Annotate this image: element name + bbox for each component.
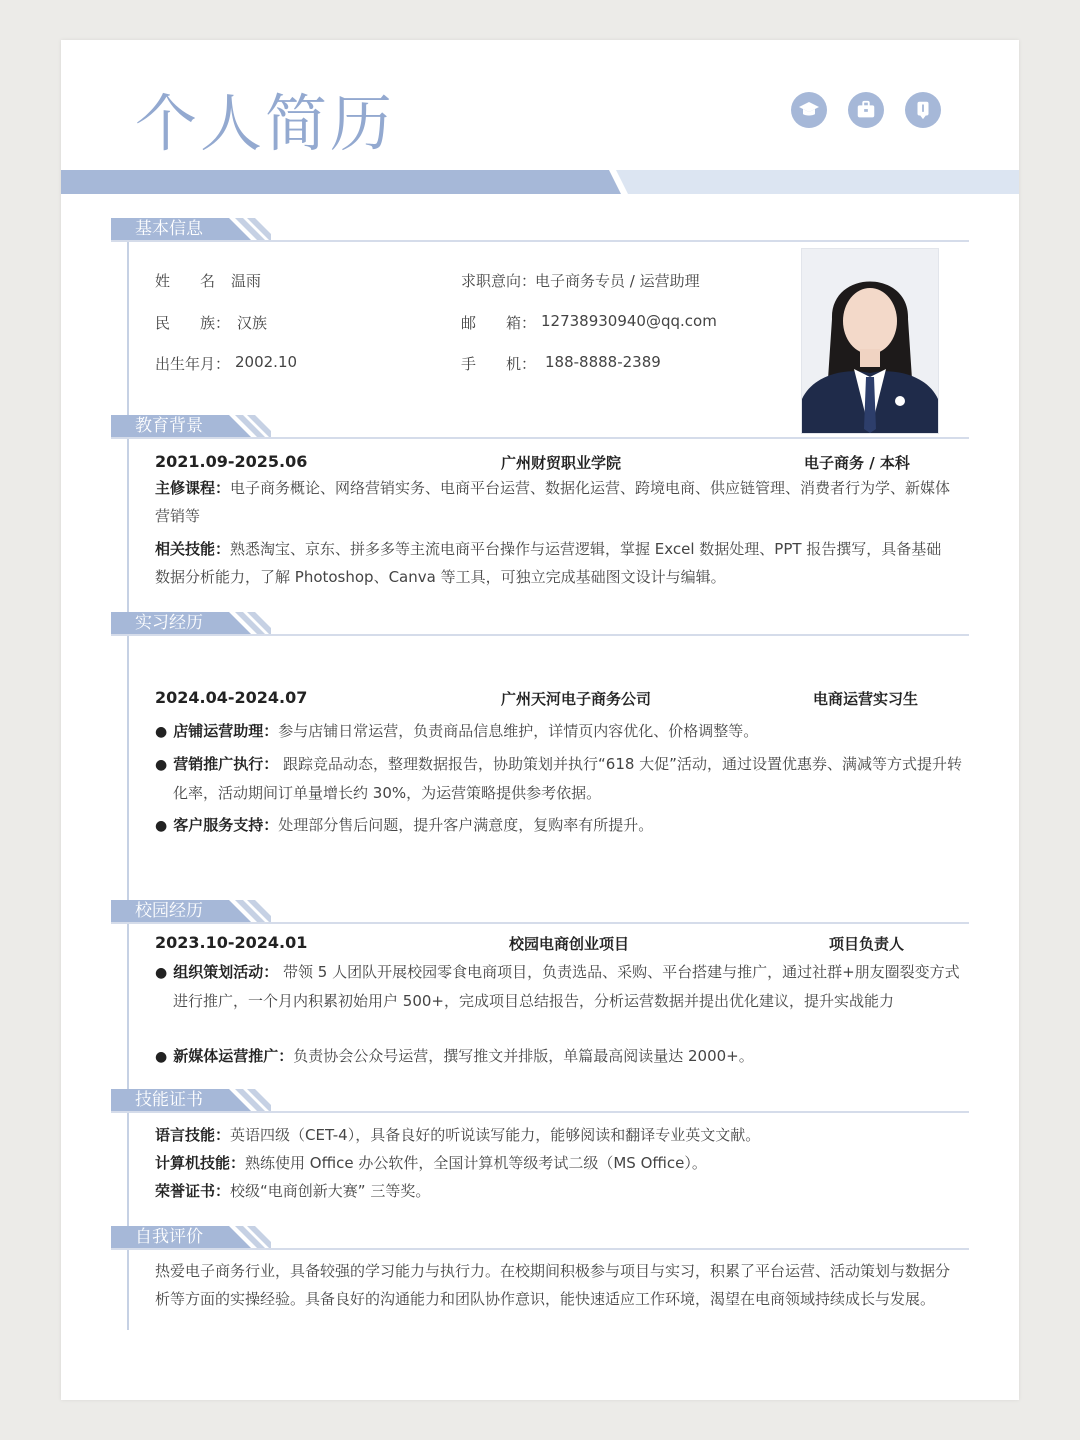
education-major: 电子商务 / 本科	[804, 454, 910, 472]
section-rule	[111, 922, 969, 924]
timeline-line	[127, 220, 129, 1330]
courses-label: 主修课程：	[155, 479, 231, 497]
header-band	[61, 170, 1019, 194]
education-period: 2021.09-2025.06	[155, 452, 308, 471]
profile-photo	[801, 248, 939, 434]
campus-role: 项目负责人	[829, 935, 905, 953]
computer-label: 计算机技能：	[155, 1154, 246, 1172]
internship-item: ● 店铺运营助理：参与店铺日常运营，负责商品信息维护，详情页内容优化、价格调整等。	[155, 722, 759, 740]
honor-text: 校级“电商创新大赛” 三等奖。	[230, 1182, 431, 1200]
name-label: 姓 名	[155, 272, 216, 290]
name-value: 温雨	[231, 272, 262, 290]
section-title-internship: 实习经历	[135, 613, 203, 633]
section-rule	[111, 240, 969, 242]
section-title-basic: 基本信息	[135, 219, 203, 239]
birth-label: 出生年月：	[155, 355, 231, 373]
skills-label: 相关技能：	[155, 540, 231, 558]
briefcase-icon	[848, 92, 884, 128]
phone-value: 188-8888-2389	[545, 353, 661, 371]
skill-computer	[155, 1149, 955, 1177]
campus-item-text: 负责协会公众号运营，撰写推文并排版，单篇最高阅读量达 2000+。	[293, 1047, 754, 1065]
internship-item-text: 处理部分售后问题，提升客户满意度，复购率有所提升。	[278, 816, 654, 834]
internship-item-text: 跟踪竞品动态，整理数据报告，协助策划并执行“618 大促”活动，通过设置优惠券、满减等方式提升转化率，活动期间订单量增长约 30%，为运营策略提供参考依据。	[173, 755, 962, 802]
language-label: 语言技能：	[155, 1126, 231, 1144]
skills-text: 熟悉淘宝、京东、拼多多等主流电商平台操作与运营逻辑，掌握 Excel 数据处理、PPT 报告撰写，具备基础数据分析能力，了解 Photoshop、Canva 等工具，可独立完成基础图文设计与编辑。	[155, 540, 942, 586]
birth-value: 2002.10	[235, 353, 298, 371]
section-title-campus: 校园经历	[135, 901, 203, 921]
resume-page	[61, 40, 1019, 1400]
skill-honor	[155, 1177, 955, 1205]
ethnicity-value: 汉族	[237, 314, 268, 332]
internship-item-label: 客户服务支持：	[173, 816, 279, 834]
internship-item-label: 店铺运营助理：	[173, 722, 279, 740]
campus-item-text: 带领 5 人团队开展校园零食电商项目，负责选品、采购、平台搭建与推广，通过社群+朋友圈裂变方式进行推广，一个月内积累初始用户 500+，完成项目总结报告，分析运营数据并提出优化建议，提升实战能力	[173, 963, 960, 1010]
education-skills	[155, 535, 955, 591]
section-rule	[111, 634, 969, 636]
education-school: 广州财贸职业学院	[501, 454, 622, 472]
certificate-icon	[905, 92, 941, 128]
objective-value: 电子商务专员 / 运营助理	[535, 272, 700, 290]
internship-company: 广州天河电子商务公司	[501, 690, 652, 708]
campus-item-label: 新媒体运营推广：	[173, 1047, 294, 1065]
section-rule	[111, 1111, 969, 1113]
campus-period: 2023.10-2024.01	[155, 933, 308, 952]
campus-item: ● 新媒体运营推广：负责协会公众号运营，撰写推文并排版，单篇最高阅读量达 2000+。	[155, 1047, 754, 1065]
page-title: 个人简历	[135, 87, 396, 160]
courses-text: 电子商务概论、网络营销实务、电商平台运营、数据化运营、跨境电商、供应链管理、消费者行为学、新媒体营销等	[155, 479, 951, 525]
campus-item-label: 组织策划活动：	[173, 963, 279, 981]
computer-text: 熟练使用 Office 办公软件，全国计算机等级考试二级（MS Office）。	[245, 1154, 707, 1172]
section-title-skills: 技能证书	[135, 1090, 203, 1110]
email-value[interactable]: 12738930940@qq.com	[541, 312, 717, 330]
internship-role: 电商运营实习生	[813, 690, 919, 708]
graduation-cap-icon	[791, 92, 827, 128]
section-title-education: 教育背景	[135, 416, 203, 436]
campus-item: ● 组织策划活动： 带领 5 人团队开展校园零食电商项目，负责选品、采购、平台搭建与推广，通过社群+朋友圈裂变方式进行推广，一个月内积累初始用户 500+，完成项目总结报告，分析运营数据并提出优化建议，提升实战能力	[155, 963, 960, 1010]
section-rule	[111, 437, 969, 439]
internship-period: 2024.04-2024.07	[155, 688, 308, 707]
skill-language	[155, 1121, 955, 1149]
phone-label: 手 机：	[461, 355, 537, 373]
email-label: 邮 箱：	[461, 314, 537, 332]
section-rule	[111, 1248, 969, 1250]
self-evaluation-text: 热爱电子商务行业，具备较强的学习能力与执行力。在校期间积极参与项目与实习，积累了平台运营、活动策划与数据分析等方面的实操经验。具备良好的沟通能力和团队协作意识，能快速适应工作环境，渴望在电商领域持续成长与发展。	[155, 1262, 951, 1308]
internship-item: ● 客户服务支持：处理部分售后问题，提升客户满意度，复购率有所提升。	[155, 816, 654, 834]
campus-project: 校园电商创业项目	[509, 935, 630, 953]
internship-item: ● 营销推广执行： 跟踪竞品动态，整理数据报告，协助策划并执行“618 大促”活动，通过设置优惠券、满减等方式提升转化率，活动期间订单量增长约 30%，为运营策略提供参考依据。	[155, 755, 962, 802]
ethnicity-label: 民 族：	[155, 314, 231, 332]
section-title-self: 自我评价	[135, 1227, 203, 1247]
education-courses	[155, 474, 955, 530]
objective-label: 求职意向：	[461, 272, 537, 290]
honor-label: 荣誉证书：	[155, 1182, 231, 1200]
language-text: 英语四级（CET-4），具备良好的听说读写能力，能够阅读和翻译专业英文文献。	[230, 1126, 761, 1144]
internship-item-label: 营销推广执行：	[173, 755, 279, 773]
internship-item-text: 参与店铺日常运营，负责商品信息维护，详情页内容优化、价格调整等。	[278, 722, 759, 740]
